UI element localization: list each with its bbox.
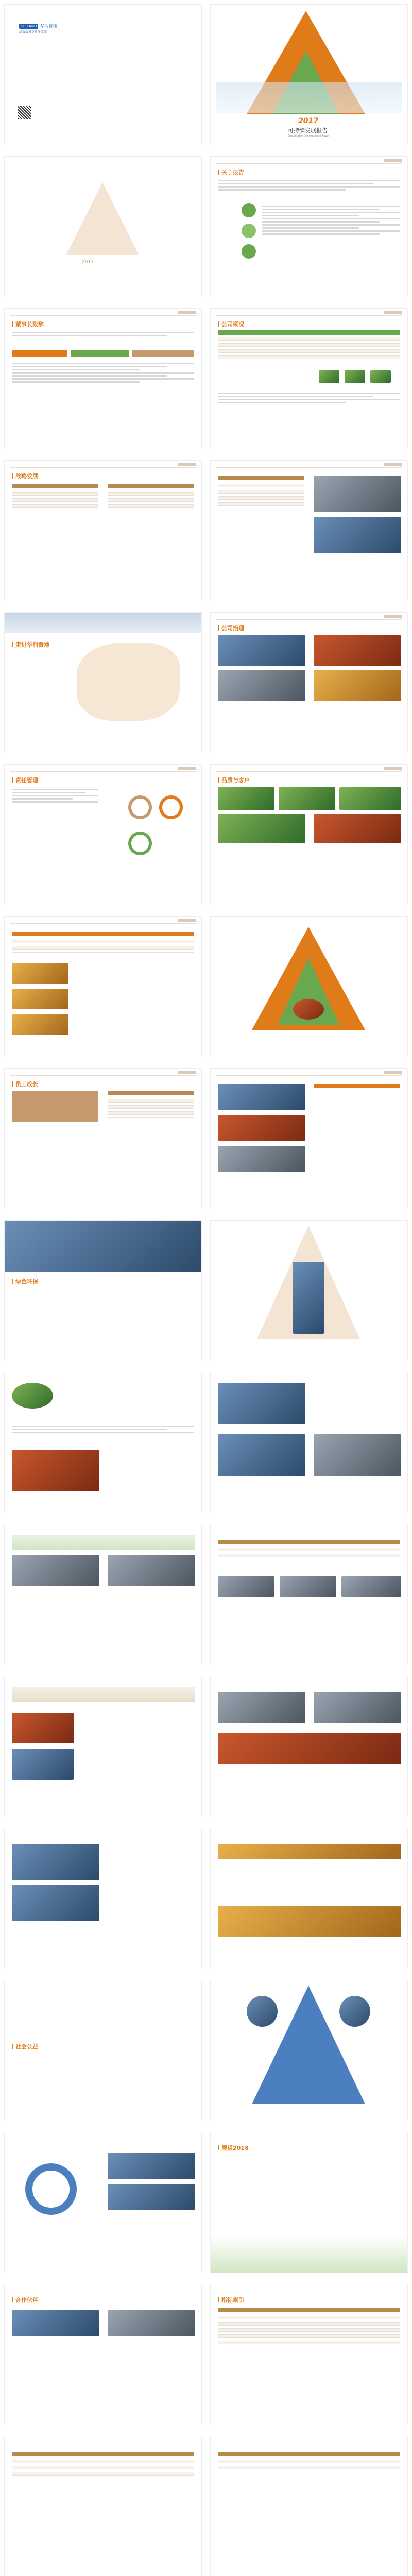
spread-5 [0, 760, 412, 909]
page-30: 指标索引 [210, 2284, 408, 2425]
spread-cover [0, 0, 412, 149]
city-skyline [216, 82, 402, 113]
cover-subtitle: Sustainable Development Report [288, 134, 331, 138]
page-10: 品质与客户 [210, 764, 408, 905]
page-28: 展望2018 [210, 2132, 408, 2273]
brand-block [19, 23, 57, 29]
blue-block [132, 350, 194, 357]
china-map [77, 643, 180, 721]
page-7: 走进华润置地 [4, 612, 202, 753]
brand-cn: 华润置地 [40, 24, 57, 28]
brand-slogan: 品质给城市更多改变 [19, 30, 47, 34]
spread-14 [0, 2128, 412, 2277]
cover-year: 2017 [298, 117, 318, 125]
page-8: 公司治理 [210, 612, 408, 753]
page-32 [210, 2436, 408, 2576]
page-3: 董事长致辞 [4, 308, 202, 449]
page-13: 员工成长 [4, 1068, 202, 1209]
page-2 [210, 156, 408, 297]
page-9: 责任管理 [4, 764, 202, 905]
page-19 [4, 1524, 202, 1665]
page-14 [210, 1068, 408, 1209]
qr-code-icon [18, 106, 31, 119]
section-title: 关于报告 [218, 168, 244, 176]
cover-title: 可持续发展报告 [288, 127, 328, 134]
spread-8 [0, 1216, 412, 1365]
page-25: 社会公益 [4, 1980, 202, 2121]
icon-circle [242, 203, 256, 217]
icon-circle [242, 224, 256, 238]
page-6 [210, 460, 408, 601]
back-cover [4, 4, 202, 145]
green-block [71, 350, 129, 357]
spread-13 [0, 1976, 412, 2125]
page-26 [210, 1980, 408, 2121]
spread-6 [0, 912, 412, 1061]
page-29: 合作伙伴 [4, 2284, 202, 2425]
table-header [218, 330, 400, 335]
orange-block [12, 350, 67, 357]
page-5: 战略发展 [4, 460, 202, 601]
spread-1 [0, 152, 412, 301]
page-31 [4, 2436, 202, 2576]
spread-16 [0, 2432, 412, 2576]
page-15: 绿色环保 [4, 1220, 202, 1361]
page-18 [210, 1372, 408, 1513]
front-cover [210, 4, 408, 145]
page-23 [4, 1828, 202, 1969]
watermark-triangle [66, 182, 139, 255]
page-12 [210, 916, 408, 1057]
page-17 [4, 1372, 202, 1513]
page-21 [4, 1676, 202, 1817]
page-1 [4, 156, 202, 297]
spread-15 [0, 2280, 412, 2429]
spread-7 [0, 1064, 412, 1213]
page-4: 公司概况 [210, 308, 408, 449]
page-27 [4, 2132, 202, 2273]
spread-4 [0, 608, 412, 757]
page-22 [210, 1676, 408, 1817]
spread-12 [0, 1824, 412, 1973]
spread-9 [0, 1368, 412, 1517]
watermark-year: 2017 [82, 260, 94, 265]
spread-11 [0, 1672, 412, 1821]
page-24 [210, 1828, 408, 1969]
brand-en: CR LAND [19, 24, 38, 29]
icon-circle [242, 244, 256, 259]
spread-2 [0, 304, 412, 453]
page-16 [210, 1220, 408, 1361]
page-20 [210, 1524, 408, 1665]
spread-3 [0, 456, 412, 605]
page-11 [4, 916, 202, 1057]
spread-10 [0, 1520, 412, 1669]
